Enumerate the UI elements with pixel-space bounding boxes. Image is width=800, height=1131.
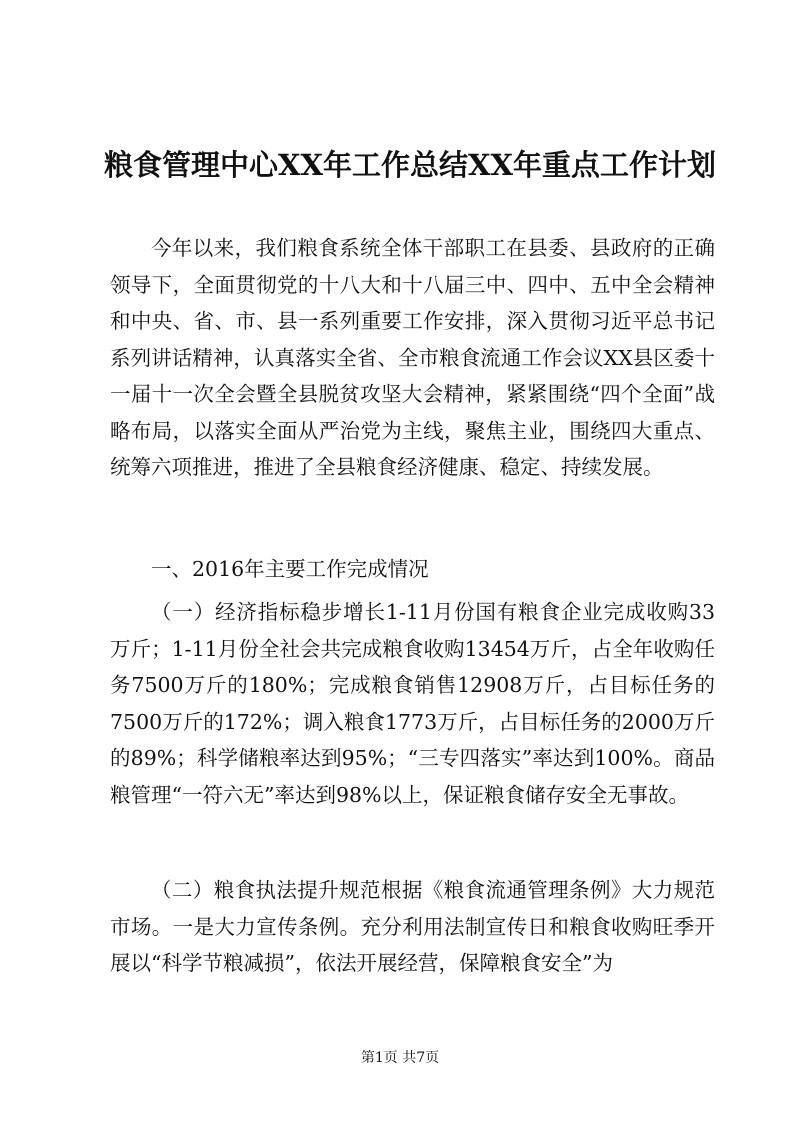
paragraph-intro: 今年以来，我们粮食系统全体干部职工在县委、县政府的正确领导下，全面贯彻党的十八大和十八届三中、四中、五中全会精神和中央、省、市、县一系列重要工作安排，深入贯彻习近平总书记系列讲话精神，认真落实全省、全市粮食流通工作会议XX县区委十一届十一次全会暨全县脱贫攻坚大会精神，紧紧围绕“四个全面”战略布局，以落实全面从严治党为主线，聚焦主业，围绕四大重点、统筹六项推进，推进了全县粮食经济健康、稳定、持续发展。	[110, 236, 715, 479]
paragraph-economic-indicators: （一）经济指标稳步增长1-11月份国有粮食企业完成收购33万斤；1-11月份全社会共完成粮食收购13454万斤，占全年收购任务7500万斤的180%；完成粮食销售12908万斤，占目标任务的7500万斤的172%；调入粮食1773万斤，占目标任务的2000万斤的89%；科学储粮率达到95%；“三专四落实”率达到100%。商品粮管理“一符六无”率达到98%以上，保证粮食储存安全无事故。	[110, 600, 715, 807]
page-footer: 第1页 共7页	[360, 1050, 440, 1066]
paragraph-law-enforcement: （二）粮食执法提升规范根据《粮食流通管理条例》大力规范市场。一是大力宣传条例。充分利用法制宣传日和粮食收购旺季开展以“科学节粮减损”，依法开展经营，保障粮食安全”为	[110, 878, 715, 975]
section-heading: 一、2016年主要工作完成情况	[151, 557, 429, 581]
document-title: 粮食管理中心XX年工作总结XX年重点工作计划	[103, 148, 716, 182]
